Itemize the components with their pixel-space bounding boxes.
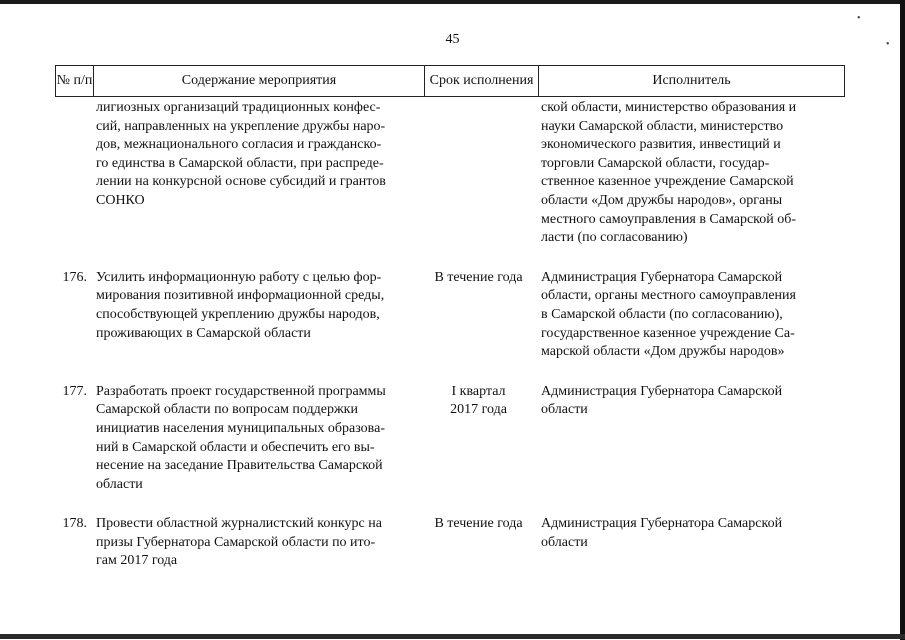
page-number: 45 [445, 32, 460, 47]
scan-speck: • [886, 39, 890, 50]
row-content-line: ний в Самарской области и обеспечить его вы- [96, 439, 375, 455]
row-executor-line: области «Дом дружбы народов», органы [541, 192, 783, 208]
row-content-line: лении на конкурсной основе субсидий и грантов [96, 174, 386, 190]
row-term-line: В течение года [434, 516, 523, 532]
row-content-line: области [96, 476, 143, 492]
row-content-line: проживающих в Самарской области [96, 325, 311, 341]
row-number: 176. [62, 269, 87, 285]
row-term [422, 99, 535, 248]
row-number: 177. [62, 383, 87, 399]
row-content [92, 515, 422, 571]
row-content-line: призы Губернатора Самарской области по ито- [96, 534, 376, 550]
row-content-line: дов, межнационального согласия и гражданско- [96, 137, 382, 153]
table-header [55, 65, 845, 97]
row-executor-line: Администрация Губернатора Самарской [541, 269, 783, 285]
row-executor-line: местного самоуправления в Самарской об- [541, 211, 797, 227]
table-row [55, 515, 840, 571]
row-executor-line: торговли Самарской области, государ- [541, 155, 770, 171]
row-content-line: инициатив населения муниципальных образова- [96, 420, 385, 436]
row-term [422, 515, 535, 571]
scan-speck: • [857, 13, 861, 24]
row-executor-line: области [541, 534, 588, 550]
row-executor-line: Администрация Губернатора Самарской [541, 516, 783, 532]
row-executor [535, 99, 840, 248]
row-number [55, 99, 92, 248]
row-term [422, 269, 535, 362]
row-term-line: 2017 года [450, 402, 507, 418]
row-executor-line: в Самарской области (по согласованию), [541, 306, 783, 322]
scan-edge-right [900, 0, 905, 640]
row-term-line: I квартал [451, 383, 506, 399]
row-content-line: го единства в Самарской области, при распреде- [96, 155, 384, 171]
row-executor-line: экономического развития, инвестиций и [541, 137, 781, 153]
row-executor-line: ласти (по согласованию) [541, 230, 688, 246]
row-term [422, 383, 535, 495]
row-executor [535, 383, 840, 495]
row-executor-line: области, органы местного самоуправления [541, 288, 796, 304]
row-content-line: Усилить информационную работу с целью фор- [96, 269, 382, 285]
header-number: № п/п [56, 66, 94, 97]
row-content-line: лигиозных организаций традиционных конфес- [96, 100, 381, 115]
row-content-line: СОНКО [96, 192, 145, 208]
row-executor-line: ской области, министерство образования и [541, 100, 797, 115]
table-row [55, 99, 840, 248]
header-content: Содержание мероприятия [94, 66, 425, 97]
row-executor [535, 515, 840, 571]
row-content-line: гам 2017 года [96, 553, 178, 569]
table-body [55, 99, 840, 571]
row-content-line: Разработать проект государственной программы [96, 383, 386, 399]
row-content-line: способствующей укреплению дружбы народов, [96, 306, 380, 322]
scan-edge-bottom [0, 634, 905, 639]
table-row [55, 383, 840, 495]
row-executor-line: ственное казенное учреждение Самарской [541, 174, 794, 190]
header-term: Срок исполнения [425, 66, 539, 97]
row-term-line: В течение года [434, 269, 523, 285]
row-content [92, 99, 422, 248]
row-executor-line: области [541, 402, 588, 418]
row-number: 178. [62, 516, 87, 532]
row-content-line: несение на заседание Правительства Самарской [96, 458, 383, 474]
row-content-line: Провести областной журналистский конкурс на [96, 516, 382, 532]
row-content-line: сий, направленных на укрепление дружбы наро- [96, 118, 386, 134]
row-executor-line: марской области «Дом дружбы народов» [541, 344, 785, 360]
table-row [55, 269, 840, 362]
scan-edge-top [0, 0, 905, 4]
row-executor-line: науки Самарской области, министерство [541, 118, 784, 134]
row-content [92, 383, 422, 495]
header-executor: Исполнитель [539, 66, 845, 97]
row-content [92, 269, 422, 362]
row-executor-line: государственное казенное учреждение Са- [541, 325, 795, 341]
row-content-line: Самарской области по вопросам поддержки [96, 402, 358, 418]
row-content-line: мирования позитивной информационной среды, [96, 288, 385, 304]
row-executor-line: Администрация Губернатора Самарской [541, 383, 783, 399]
row-executor [535, 269, 840, 362]
